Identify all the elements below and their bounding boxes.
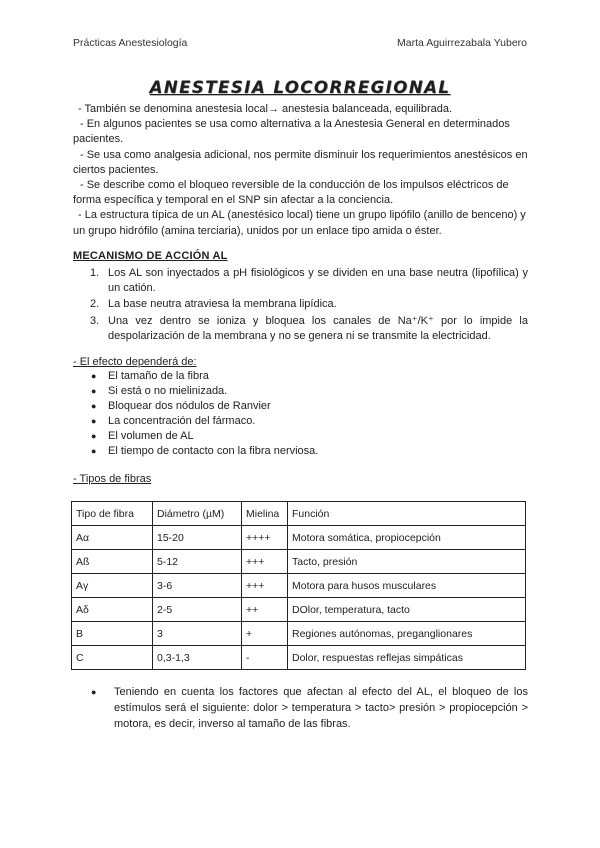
mechanism-steps (73, 266, 528, 345)
list-item-text: El volumen de AL (108, 430, 194, 442)
table-cell: Aα (72, 526, 153, 550)
effect-list (91, 369, 318, 459)
list-item (90, 297, 528, 312)
bullet-icon: ● (91, 386, 97, 396)
intro-paragraph: - También se denomina anestesia local→ anestesia balanceada, equilibrada. (78, 103, 453, 115)
table-row (72, 550, 526, 574)
mechanism-title: MECANISMO DE ACCIÓN AL (73, 250, 228, 262)
table-cell: +++ (242, 550, 288, 574)
bullet-icon: ● (91, 687, 97, 697)
fiber-types-table (71, 501, 526, 670)
table-cell: - (242, 646, 288, 670)
column-header: Mielina (242, 502, 288, 526)
list-item (91, 414, 318, 429)
intro-section (73, 102, 528, 239)
list-item (91, 444, 318, 459)
page-title: ANESTESIA LOCORREGIONAL (149, 78, 451, 97)
table-cell: 15-20 (153, 526, 242, 550)
table-cell: Regiones autónomas, preganglionares (288, 622, 526, 646)
column-header: Función (288, 502, 526, 526)
table-cell: + (242, 622, 288, 646)
table-cell: B (72, 622, 153, 646)
list-item-text: El tiempo de contacto con la fibra nerviosa. (108, 445, 319, 457)
step-number: 1. (90, 267, 100, 279)
table-cell: 5-12 (153, 550, 242, 574)
table-cell: ++ (242, 598, 288, 622)
table-cell: 0,3-1,3 (153, 646, 242, 670)
table-cell: Aγ (72, 574, 153, 598)
table-row (72, 526, 526, 550)
intro-paragraph: - Se usa como analgesia adicional, nos permite disminuir los requerimientos anestésicos en ciertos pacientes. (73, 148, 528, 176)
table-cell: ++++ (242, 526, 288, 550)
list-item-text: Si está o no mielinizada. (108, 385, 228, 397)
step-text: Una vez dentro se ioniza y bloquea los canales de Na⁺/K⁺ por lo impide la despolarización de la membrana y no se genera ni se transmite la electricidad. (108, 314, 528, 342)
table-cell: Tacto, presión (288, 550, 526, 574)
list-item-text: El tamaño de la fibra (108, 370, 209, 382)
list-item (91, 384, 318, 399)
intro-paragraph: - La estructura típica de un AL (anestésico local) tiene un grupo lipófilo (anillo de benceno) y un grupo hidrófilo (amina terciaria), unidos por un enlace tipo amida o éster. (73, 209, 526, 237)
bullet-icon: ● (91, 446, 97, 456)
column-header: Tipo de fibra (72, 502, 153, 526)
table-cell: 2-5 (153, 598, 242, 622)
conclusion-paragraph (91, 684, 528, 732)
table-row (72, 622, 526, 646)
table-cell: 3 (153, 622, 242, 646)
table-cell: +++ (242, 574, 288, 598)
intro-paragraph: - En algunos pacientes se usa como alternativa a la Anestesia General en determinados pacientes. (73, 118, 510, 146)
table-cell: Motora para husos musculares (288, 574, 526, 598)
table-cell: Dolor, respuestas reflejas simpáticas (288, 646, 526, 670)
table-cell: Motora somática, propiocepción (288, 526, 526, 550)
list-item-text: La concentración del fármaco. (108, 415, 256, 427)
bullet-icon: ● (91, 401, 97, 411)
conclusion-text: Teniendo en cuenta los factores que afectan al efecto del AL, el bloqueo de los estímulos será el siguiente: dolor > temperatura > tacto> presión > propiocepción > motora, es decir, inverso al tamaño de las fibras. (114, 686, 528, 730)
bullet-icon: ● (91, 416, 97, 426)
list-item (91, 429, 318, 444)
list-item (91, 399, 318, 414)
intro-paragraph: - Se describe como el bloqueo reversible de la conducción de los impulsos eléctricos de forma específica y temporal en el SNP sin afectar a la conciencia. (73, 179, 509, 207)
step-number: 3. (90, 314, 100, 327)
table-cell: 3-6 (153, 574, 242, 598)
table-cell: Aδ (72, 598, 153, 622)
header-right: Marta Aguirrezabala Yubero (397, 37, 527, 49)
list-item (90, 266, 528, 296)
header-left: Prácticas Anestesiología (73, 37, 188, 49)
table-row (72, 574, 526, 598)
table-cell: Aß (72, 550, 153, 574)
column-header: Diámetro (µM) (153, 502, 242, 526)
list-item (90, 314, 528, 344)
list-item (91, 369, 318, 384)
step-text: Los AL son inyectados a pH fisiológicos y se dividen en una base neutra (lipofílica) y un catión. (108, 267, 528, 295)
table-header-row (72, 502, 526, 526)
effect-title: - El efecto dependerá de: (73, 356, 197, 368)
table-cell: C (72, 646, 153, 670)
table-row (72, 646, 526, 670)
fibers-title: - Tipos de fibras (73, 473, 152, 485)
table-row (72, 598, 526, 622)
bullet-icon: ● (91, 431, 97, 441)
list-item-text: Bloquear dos nódulos de Ranvier (108, 400, 271, 412)
table-cell: DOlor, temperatura, tacto (288, 598, 526, 622)
step-text: La base neutra atraviesa la membrana lipídica. (108, 298, 337, 311)
bullet-icon: ● (91, 371, 97, 381)
step-number: 2. (90, 298, 100, 311)
